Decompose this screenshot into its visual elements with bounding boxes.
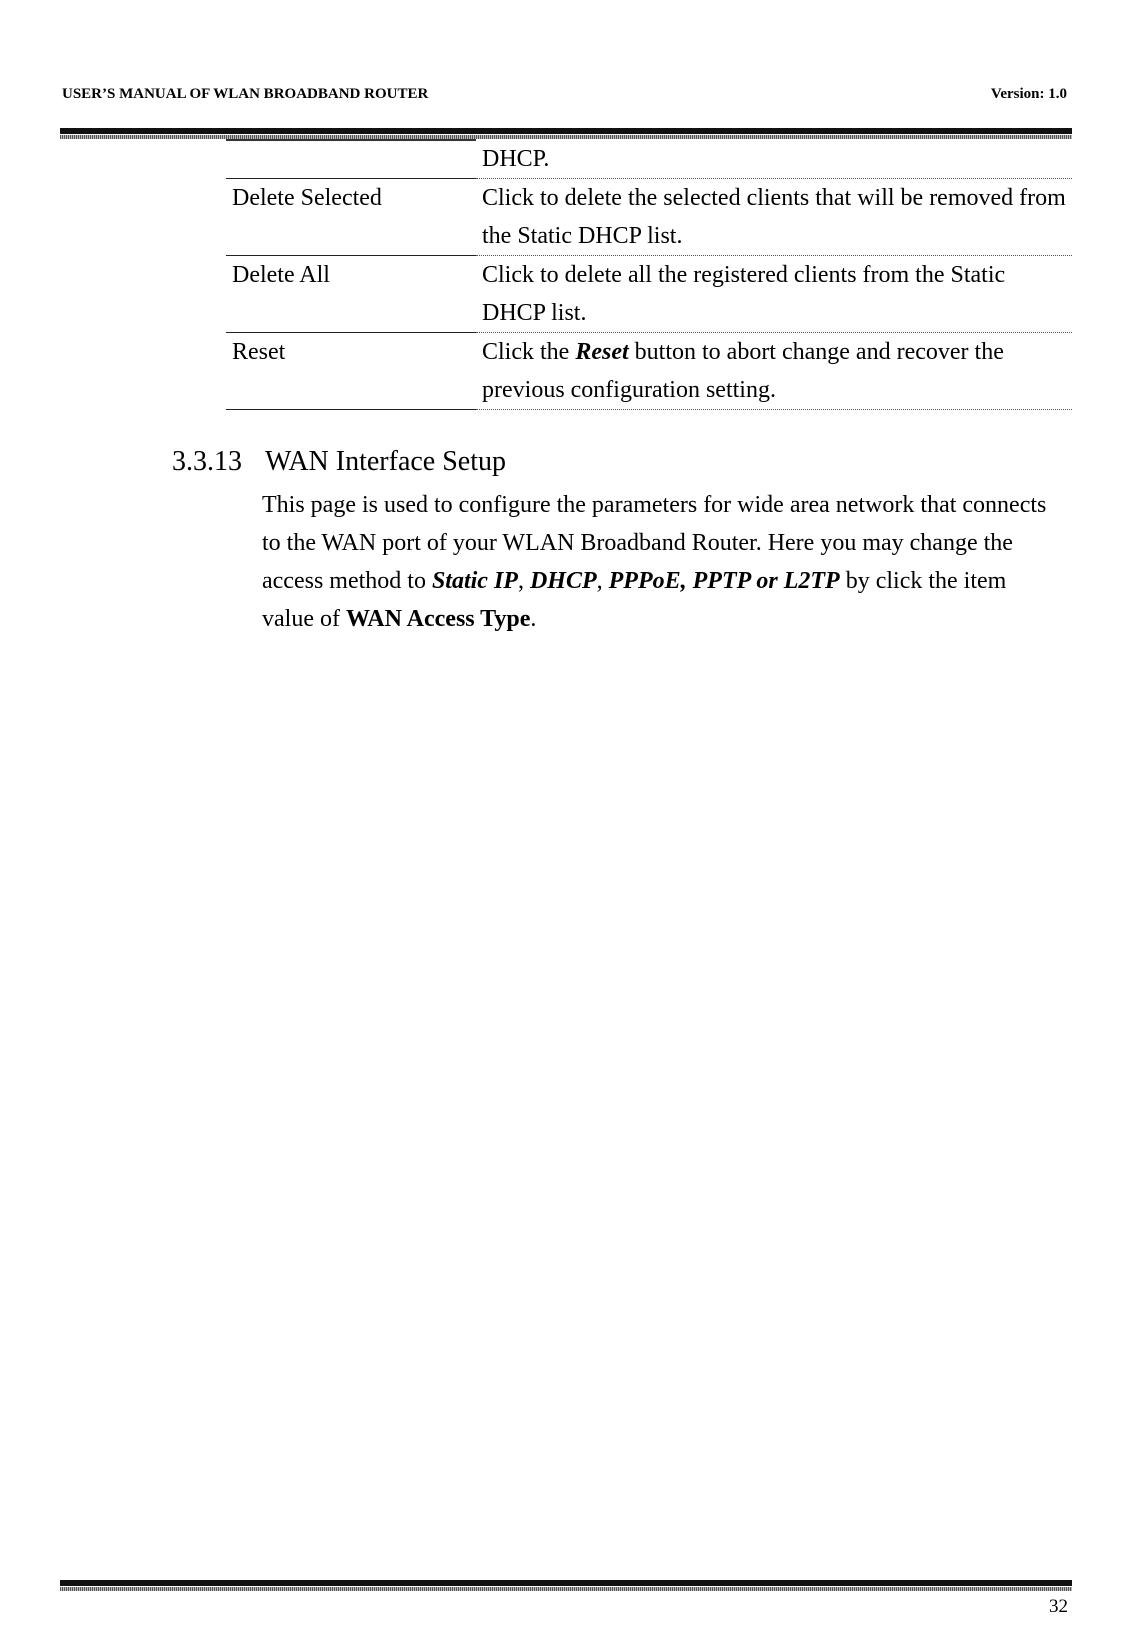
table-row bbox=[226, 333, 1072, 410]
param-name: Reset bbox=[226, 333, 476, 410]
section-heading bbox=[172, 446, 506, 478]
paragraph-text: , bbox=[517, 568, 530, 594]
table-row bbox=[226, 256, 1072, 333]
param-desc: Click to delete the selected clients that will be removed from the Static DHCP list. bbox=[476, 179, 1072, 256]
term-pppoe-pptp-l2tp: PPPoE, PPTP or L2TP bbox=[608, 568, 840, 594]
table-row bbox=[226, 179, 1072, 256]
param-desc: Click to delete all the registered clients from the Static DHCP list. bbox=[476, 256, 1072, 333]
paragraph-text: , bbox=[596, 568, 609, 594]
paragraph-text: . bbox=[530, 606, 537, 632]
desc-emphasis: Reset bbox=[575, 339, 629, 365]
param-name: Delete Selected bbox=[226, 179, 476, 256]
term-dhcp: DHCP bbox=[529, 568, 597, 594]
section-number: 3.3.13 bbox=[172, 446, 242, 477]
footer-rule bbox=[60, 1580, 1072, 1591]
parameter-table bbox=[226, 139, 1072, 410]
page-number: 32 bbox=[1049, 1596, 1068, 1617]
paragraph-text: by click the item value of bbox=[262, 568, 1007, 632]
desc-text: Click the bbox=[482, 339, 576, 365]
section-paragraph bbox=[262, 486, 1052, 638]
header-version: Version: 1.0 bbox=[990, 86, 1067, 102]
desc-text: button to abort change and recover the previous configuration setting. bbox=[482, 339, 1004, 403]
section-title: WAN Interface Setup bbox=[265, 446, 507, 477]
table-row bbox=[226, 140, 1072, 179]
term-static-ip: Static IP bbox=[431, 568, 518, 594]
header-rule bbox=[60, 128, 1072, 139]
header-title: USER’S MANUAL OF WLAN BROADBAND ROUTER bbox=[62, 86, 429, 102]
param-name: Delete All bbox=[226, 256, 476, 333]
param-name bbox=[226, 140, 476, 179]
paragraph-text: This page is used to configure the parameters for wide area network that connects to the WAN port of your WLAN Broadband Router. Here you may change the access method to bbox=[262, 492, 1047, 594]
param-desc bbox=[476, 333, 1072, 410]
param-desc: DHCP. bbox=[476, 140, 1072, 179]
term-wan-access-type: WAN Access Type bbox=[345, 606, 531, 632]
